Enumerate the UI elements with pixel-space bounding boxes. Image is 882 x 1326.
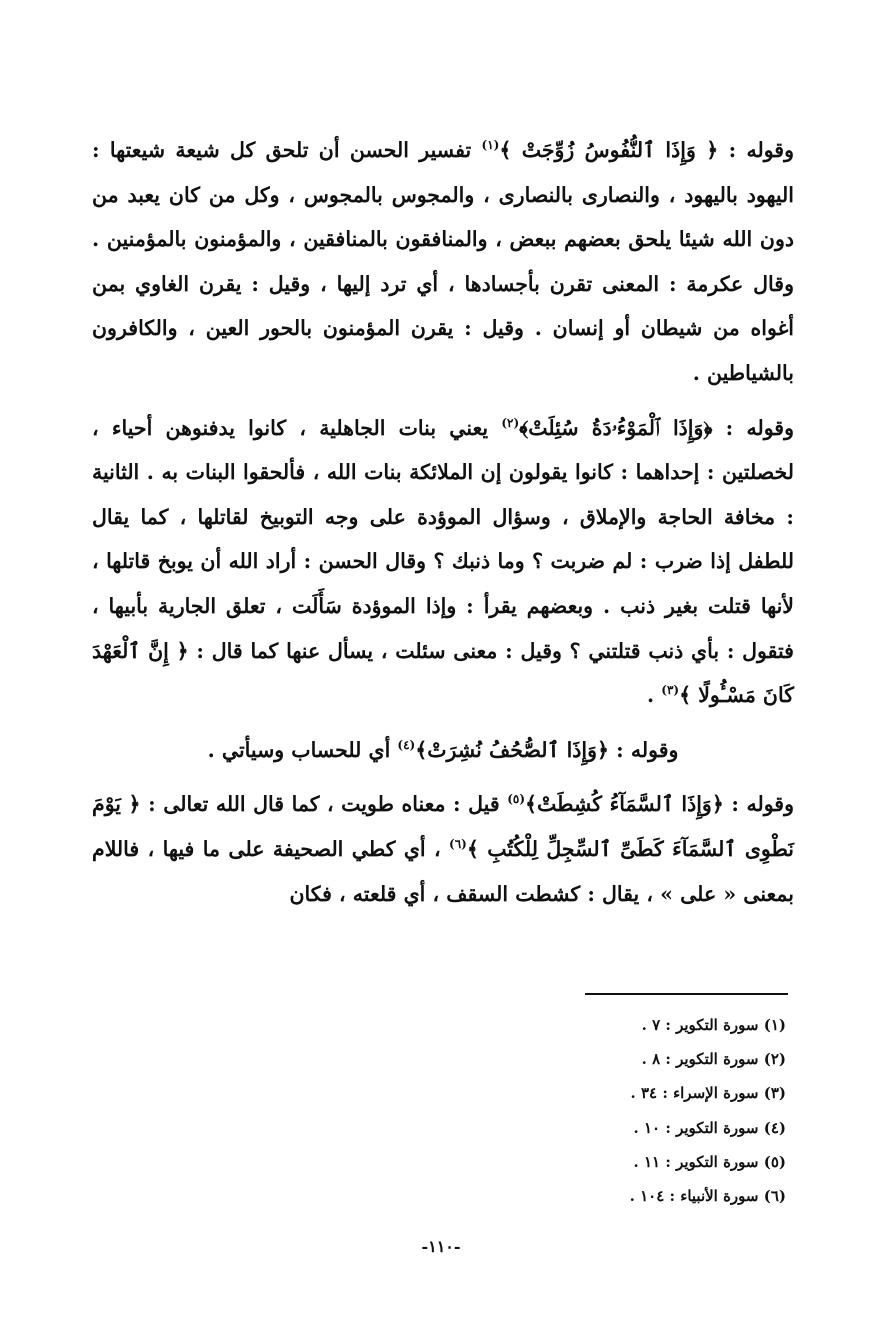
footnote-item: (١) سورة التكوير : ٧ . bbox=[641, 1016, 786, 1034]
paragraph-p1 bbox=[92, 128, 794, 396]
quran-verse: ﴿ إِنَّ ٱلْعَهْدَ كَانَ مَسْـُٔولًا ﴾ bbox=[92, 638, 794, 708]
text-run: يعني بنات الجاهلية ، كانوا يدفنوهن أحياء ، لخصلتين : إحداهما : كانوا يقولون إن الملائكة بنات الله ، فألحقوا البنات به . الثانية : مخافة الحاجة والإملاق ، وسؤال الموؤدة على وجه التوبيخ لقاتلها ، كما يقال للطفل إذا ضرب : لم ضربت ؟ وما ذنبك ؟ وقال الحسن : أراد الله أن يوبخ قاتلها ، لأنها قتلت بغير ذنب . وبعضهم يقرأ : وإذا الموؤدة سَأَلَت ، تعلق الجارية بأبيها ، فتقول : بأي ذنب قتلتني ؟ وقيل : معنى سئلت ، يسأل عنها كما قال : bbox=[92, 415, 794, 663]
paragraph-p4 bbox=[92, 782, 794, 916]
paragraph-p3 bbox=[92, 728, 794, 773]
footnote-item: (٢) سورة التكوير : ٨ . bbox=[641, 1050, 786, 1069]
text-run: وقوله : bbox=[712, 415, 794, 440]
footnote-item: (٦) سورة الأنبياء : ١٠٤ . bbox=[629, 1187, 786, 1206]
text-run: وقوله : bbox=[723, 792, 794, 817]
footnote-ref: (٥) bbox=[507, 792, 526, 807]
text-run: تفسير الحسن أن تلحق كل شيعة شيعتها : اليهود باليهود ، والنصارى بالنصارى ، والمجوس بالمجوس ، وكل من كان يعبد من دون الله شيئا يلحق بعضهم ببعض ، والمنافقون بالمنافقين ، والمؤمنون بالمؤمنين . وقال عكرمة : المعنى تقرن بأجسادها ، أي ترد إليها ، وقيل : يقرن الغاوي بمن أغواه من شيطان أو إنسان . وقيل : يقرن المؤمنون بالحور العين ، والكافرون بالشياطين . bbox=[92, 138, 794, 385]
quran-verse: ﴿ يَوْمَ نَطْوِى ٱلسَّمَآءَ كَطَىِّ ٱلسِّجِلِّ لِلْكُتُبِ ﴾ bbox=[92, 792, 794, 861]
text-run: وقوله : bbox=[609, 737, 679, 762]
footnote-ref: (٣) bbox=[661, 683, 680, 698]
footnote-ref: (١) bbox=[481, 138, 500, 153]
text-run: قيل : معناه طويت ، كما قال الله تعالى : bbox=[140, 792, 508, 817]
footnote-item: (٤) سورة التكوير : ١٠ . bbox=[633, 1118, 786, 1137]
text-run: أي للحساب وسيأتي . bbox=[207, 737, 398, 762]
text-run: وقوله : bbox=[718, 138, 795, 162]
main-text bbox=[92, 128, 794, 926]
footnote-item: (٣) سورة الإسراء : ٣٤ . bbox=[630, 1084, 786, 1103]
footnote-separator bbox=[585, 993, 788, 995]
quran-verse: ﴿وَإِذَا ٱلسَّمَآءُ كُشِطَتْ﴾ bbox=[525, 792, 724, 817]
footnote-ref: (٤) bbox=[397, 737, 416, 752]
text-run: ، أي كطي الصحيفة على ما فيها ، فاللام بمعنى « على » ، يقال : كشطت السقف ، أي قلعته ، فكان bbox=[92, 836, 794, 906]
footnote-item: (٥) سورة التكوير : ١١ . bbox=[633, 1152, 786, 1171]
text-run: . bbox=[646, 683, 662, 708]
footnotes-list bbox=[630, 1008, 786, 1213]
paragraph-p2 bbox=[92, 406, 794, 718]
quran-verse: ﴿وَإِذَا ٱلْمَوْءُۥدَةُ سُئِلَتْ﴾ bbox=[519, 415, 713, 440]
footnote-ref: (٢) bbox=[501, 415, 520, 430]
footnote-ref: (٦) bbox=[449, 837, 467, 852]
page-number: -١١٠- bbox=[421, 1237, 461, 1256]
quran-verse: ﴿وَإِذَا ٱلصُّحُفُ نُشِرَتْ﴾ bbox=[415, 737, 610, 762]
quran-verse: ﴿ وَإِذَا ٱلنُّفُوسُ زُوِّجَتْ ﴾ bbox=[499, 138, 719, 162]
